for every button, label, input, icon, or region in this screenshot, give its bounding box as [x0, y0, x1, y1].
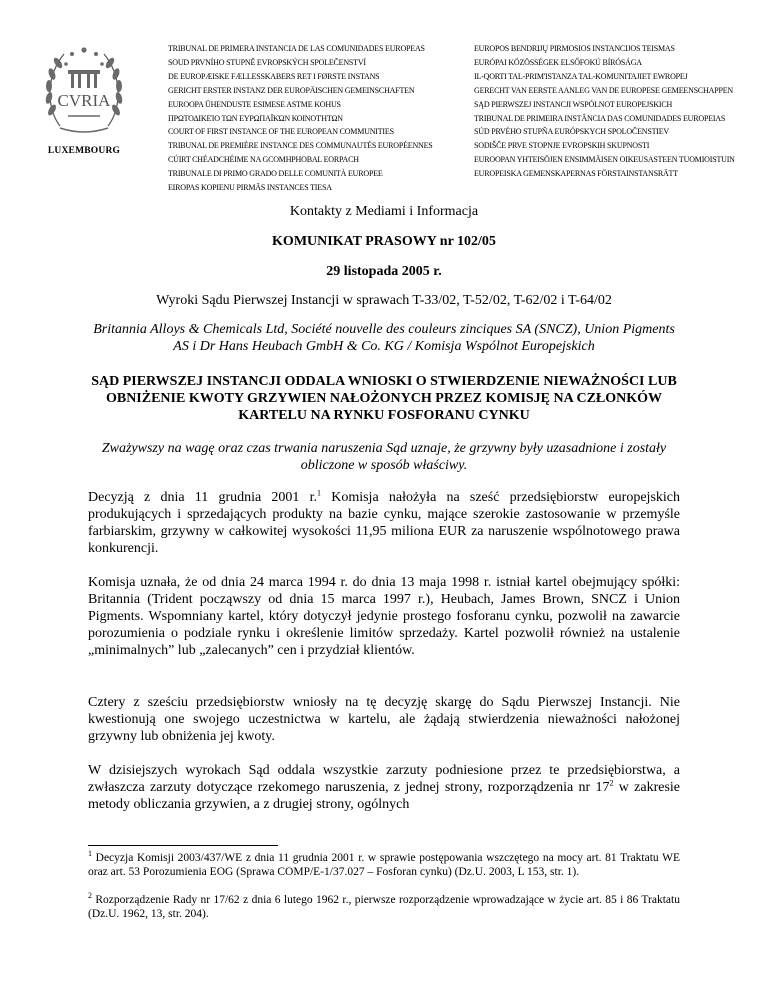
court-name: TRIBUNALE DI PRIMO GRADO DELLE COMUNITÀ EUROPEE: [168, 169, 383, 179]
footnote-ref: 1: [317, 488, 322, 498]
footnote-text: Decyzja Komisji 2003/437/WE z dnia 11 grudnia 2001 r. w sprawie postępowania wszczętego na mocy art. 81 Traktatu WE oraz art. 53 Porozumienia EOG (Sprawa COMP/E-1/37.027 – Fosforan cynku) (Dz.U. 2003, L 153, str. 1).: [88, 852, 680, 878]
paragraph-text: w zakresie metody obliczania grzywien, a z drugiej strony, ogólnych: [88, 780, 681, 812]
footnote-2: [88, 893, 680, 921]
city-label: LUXEMBOURG: [47, 146, 121, 156]
footnote-text: Rozporządzenie Rady nr 17/62 z dnia 6 lutego 1962 r., pierwsze rozporządzenie wprowadzające w życie art. 85 i 86 Traktatu (Dz.U. 1962, 13, str. 204).: [88, 894, 680, 920]
footnote-ref: 2: [609, 778, 614, 788]
court-name: EUROPEISKA GEMENSKAPERNAS FÖRSTAINSTANSRÄTT: [474, 169, 678, 179]
press-release-number: KOMUNIKAT PRASOWY nr 102/05: [272, 234, 496, 249]
court-name: TRIBUNAL DE PRIMEIRA INSTÂNCIA DAS COMUNIDADES EUROPEIAS: [474, 113, 726, 123]
court-name: SOUD PRVNÍHO STUPNĚ EVROPSKÝCH SPOLEČENSTVÍ: [168, 57, 366, 67]
court-name: COURT OF FIRST INSTANCE OF THE EUROPEAN COMMUNITIES: [168, 127, 394, 137]
court-name: SÚD PRVÉHO STUPŇA EURÓPSKYCH SPOLOČENSTIEV: [474, 127, 669, 137]
paragraph-text: W dzisiejszych wyrokach Sąd oddala wszystkie zarzuty podniesione przez te przedsiębiorstwa, a zwłaszcza zarzuty dotyczące rzekomego naruszenia, z jednej strony, rozporządzenia nr 17: [88, 763, 680, 795]
paragraph-3: Cztery z sześciu przedsiębiorstw wniosły na tę decyzję skargę do Sądu Pierwszej Instancji. Nie kwestionują one swojego uczestnictwa w kartelu, ale żądają stwierdzenia nieważności nałożonej grzywny lub obniżenia jej kwoty.: [88, 695, 680, 744]
summary: Zważywszy na wagę oraz czas trwania naruszenia Sąd uznaje, że grzywny były uzasadnione i zostały obliczone w sposób właściwy.: [101, 441, 667, 473]
court-name: TRIBUNAL DE PRIMERA INSTANCIA DE LAS COMUNIDADES EUROPEAS: [168, 44, 425, 53]
paragraph-4: [88, 762, 680, 813]
release-date: 29 listopada 2005 r.: [326, 264, 442, 279]
curia-emblem-icon: [38, 36, 130, 140]
footnote-number: 2: [88, 891, 92, 901]
paragraph-2: Komisja uznała, że od dnia 24 marca 1994 r. do dnia 13 maja 1998 r. istniał kartel obejmujący spółki: Britannia (Trident począwszy od dnia 15 marca 1997 r.), Heubach, James Brown, SNCZ i Union Pigments. Wspomniany kartel, który dotyczył jedynie prostego fosforanu cynku, pozwolił na zawarcie porozumienia o podziale rynku i określenie limitów sprzedaży. Kartel pozwolił również na ustalenie „minimalnych” lub „zalecanych” cen i przydział klientów.: [88, 575, 680, 658]
court-name: EURÓPAI KÖZÖSSÉGEK ELSŐFOKÚ BÍRÓSÁGA: [474, 57, 642, 67]
paragraph-text: Decyzją z dnia 11 grudnia 2001 r.: [88, 490, 318, 505]
court-name: CÚIRT CHÉADCHÉIME NA GCOMHPHOBAL EORPACH: [168, 155, 359, 165]
court-name: SODIŠČE PRVE STOPNJE EVROPSKIH SKUPNOSTI: [474, 141, 650, 151]
footnote-1: [88, 851, 680, 879]
court-name: EUROOPAN YHTEISÖJEN ENSIMMÄISEN OIKEUSASTEEN TUOMIOISTUIN: [474, 155, 735, 165]
court-name: IL-QORTI TAL-PRIM'ISTANZA TAL-KOMUNITAJIET EWROPEJ: [474, 71, 688, 81]
logo-text: CVRIA: [57, 91, 111, 110]
footnote-divider: [88, 845, 278, 846]
court-name: TRIBUNAL DE PREMIÈRE INSTANCE DES COMMUNAUTÉS EUROPÉENNES: [168, 141, 433, 151]
court-name: ΠΡΩΤΟΔΙΚΕΊΟ ΤΩΝ ΕΥΡΩΠΑΪΚΏΝ ΚΟΙΝΟΤΉΤΩΝ: [168, 113, 343, 123]
footnote-number: 1: [88, 849, 92, 859]
court-names-left: [168, 42, 433, 195]
headline: SĄD PIERWSZEJ INSTANCJI ODDALA WNIOSKI O STWIERDZENIE NIEWAŻNOŚCI LUB OBNIŻENIE KWOTY GRZYWIEN NAŁOŻONYCH PRZEZ KOMISJĘ NA CZŁONKÓW KARTELU NA RYNKU FOSFORANU CYNKU: [91, 374, 677, 423]
case-numbers: Wyroki Sądu Pierwszej Instancji w sprawach T-33/02, T-52/02, T-62/02 i T-64/02: [156, 293, 612, 308]
court-name: GERICHT ERSTER INSTANZ DER EUROPÄISCHEN GEMEINSCHAFTEN: [168, 85, 415, 95]
press-office-title: Kontakty z Mediami i Informacja: [289, 204, 479, 219]
court-name: DE EUROPÆISKE FÆLLESSKABERS RET I FØRSTE INSTANS: [168, 71, 380, 81]
court-name: EUROPOS BENDRIJŲ PIRMOSIOS INSTANCIJOS TEISMAS: [474, 44, 675, 53]
paragraph-text: Komisja nałożyła na sześć przedsiębiorstw europejskich produkujących i sprzedających produkty na bazie cynku, mające szerokie zastosowanie w przemyśle farbiarskim, grzywny w całkowitej wysokości 11,95 miliona EUR za naruszenie wspólnotowego prawa konkurencji.: [88, 490, 680, 556]
court-names-right: [474, 42, 735, 181]
paragraph-1: [88, 489, 680, 557]
court-name: SĄD PIERWSZEJ INSTANCJI WSPÓLNOT EUROPEJSKICH: [474, 99, 673, 109]
court-logo: [28, 36, 140, 156]
court-name: EIROPAS KOPIENU PIRMĀS INSTANCES TIESA: [168, 183, 332, 193]
court-name: EUROOPA ÜHENDUSTE ESIMESE ASTME KOHUS: [168, 99, 341, 109]
parties-line: Britannia Alloys & Chemicals Ltd, Société nouvelle des couleurs zinciques SA (SNCZ), Union Pigments AS i Dr Hans Heubach GmbH & Co. KG / Komisja Wspólnot Europejskich: [93, 322, 675, 354]
court-name: GERECHT VAN EERSTE AANLEG VAN DE EUROPESE GEMEENSCHAPPEN: [474, 85, 733, 95]
